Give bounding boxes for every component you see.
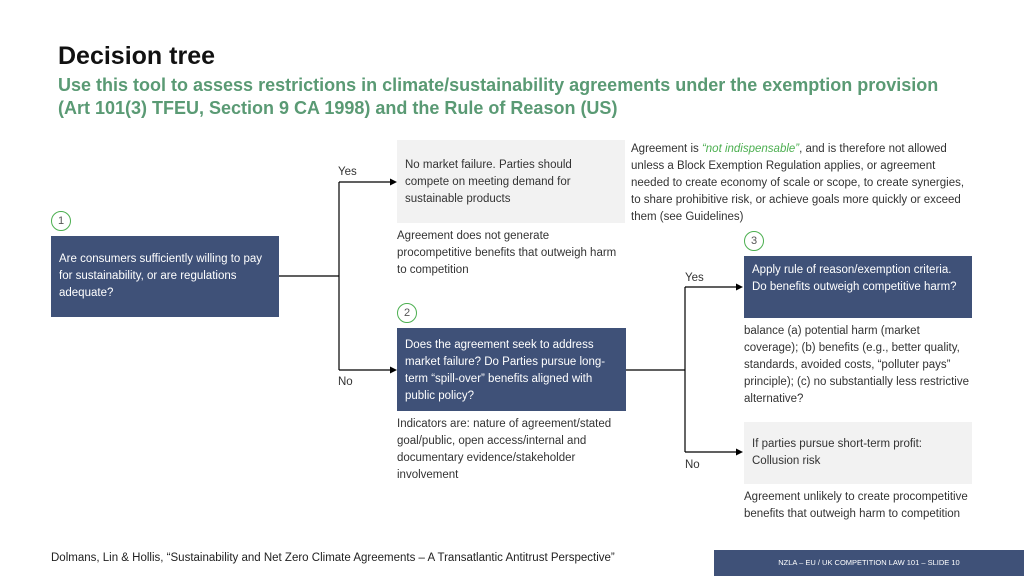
- footer-bar: [714, 550, 1024, 576]
- arrow-no1: [390, 367, 397, 374]
- no-label-1: No: [338, 376, 353, 388]
- yes-label-2: Yes: [685, 272, 704, 284]
- yes-label-1: Yes: [338, 166, 357, 178]
- arrow-yes1: [390, 179, 397, 186]
- arrow-no2: [736, 449, 743, 456]
- page-title: Decision tree: [58, 42, 216, 70]
- no-label-2: No: [685, 459, 700, 471]
- step-3-badge: 3: [744, 231, 764, 251]
- step-1-badge: 1: [51, 211, 71, 231]
- not-indispensable-note: Agreement is “not indispensable”, and is therefore not allowed unless a Block Exemption Regulation applies, or agreement needed to create economy of scale or scope, to create synergies, to share prohibitive risk, or achieve goals more quickly or exceed them (see Guidelines): [631, 143, 965, 223]
- step-2-question-box: Does the agreement seek to address market failure? Do Parties pursue long-term “spill-over” benefits aligned with public policy?: [397, 328, 626, 411]
- indicators-note: Indicators are: nature of agreement/stated goal/public, open access/internal and documentary evidence/stakeholder involvement: [397, 418, 612, 481]
- balance-note: balance (a) potential harm (market coverage); (b) benefits (e.g., better quality, standards, avoided costs, “polluter pays” principle); (c) no substantially less restrictive alternative?: [744, 325, 969, 405]
- unlikely-note: Agreement unlikely to create procompetitive benefits that outweigh harm to competition: [744, 491, 968, 520]
- footer-citation: Dolmans, Lin & Hollis, “Sustainability and Net Zero Climate Agreements – A Transatlantic Antitrust Perspective”: [51, 552, 615, 564]
- step-2-badge: 2: [397, 303, 417, 323]
- no-market-failure-box: No market failure. Parties should compete on meeting demand for sustainable products: [397, 140, 625, 223]
- collusion-risk-box: If parties pursue short-term profit: Collusion risk: [744, 422, 972, 484]
- step-1-question-box: Are consumers sufficiently willing to pay for sustainability, or are regulations adequate?: [51, 236, 279, 317]
- page-subtitle: Use this tool to assess restrictions in climate/sustainability agreements under the exemption provision (Art 101(3) TFEU, Section 9 CA 1998) and the Rule of Reason (US): [58, 75, 939, 118]
- not-indispensable-emphasis: “not indispensable”: [701, 143, 800, 155]
- step-3-question-box: Apply rule of reason/exemption criteria. Do benefits outweigh competitive harm?: [744, 256, 972, 318]
- no-procompetitive-note: Agreement does not generate procompetitive benefits that outweigh harm to competition: [397, 230, 617, 276]
- arrow-yes2: [736, 284, 743, 291]
- footer-slide-label: NZLA – EU / UK COMPETITION LAW 101 – SLIDE 10: [778, 558, 960, 567]
